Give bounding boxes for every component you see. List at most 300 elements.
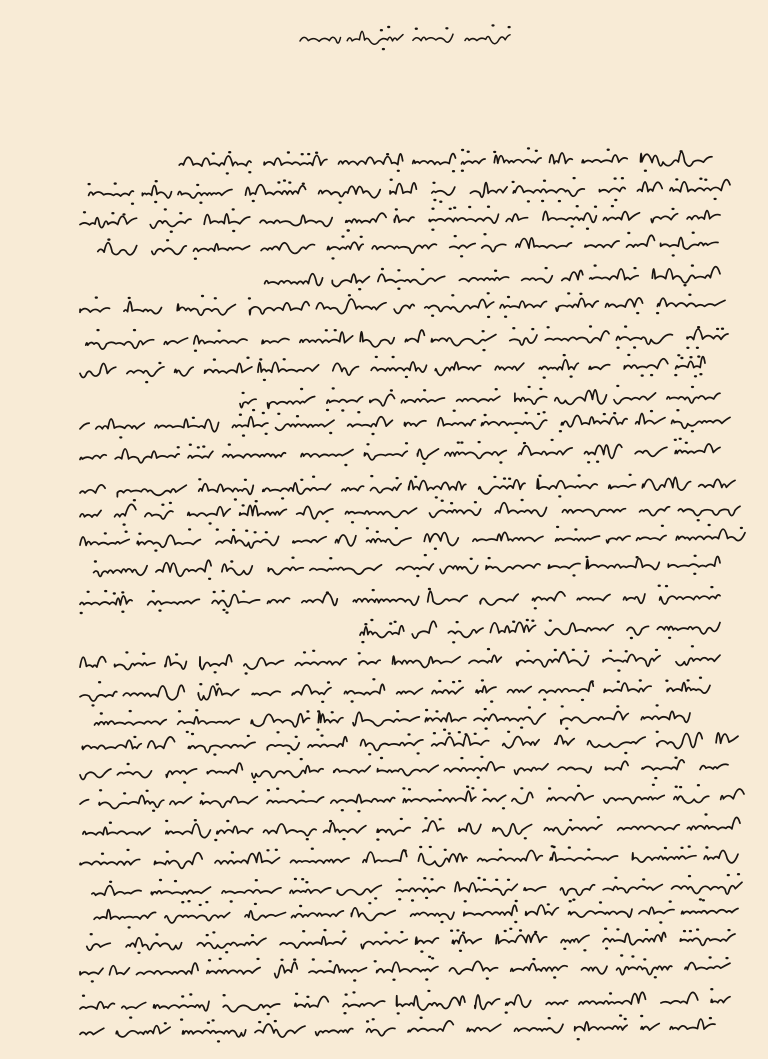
diacritic-dot (694, 375, 697, 377)
diacritic-dot (226, 172, 229, 174)
diacritic-dot (287, 752, 290, 754)
diacritic-dot (208, 959, 211, 961)
diacritic-dot (448, 732, 451, 734)
handwritten-word-strokes (80, 413, 730, 431)
diacritic-dot (226, 820, 229, 822)
diacritic-dot (343, 1012, 346, 1014)
diacritic-dot (434, 548, 437, 550)
diacritic-dot (609, 992, 612, 994)
diacritic-dot (561, 705, 564, 707)
diacritic-dot (440, 921, 443, 923)
diacritic-dot (155, 180, 158, 182)
diacritic-dot (402, 787, 405, 789)
diacritic-dot (326, 409, 329, 411)
diacritic-dot (396, 477, 399, 479)
diacritic-dot (258, 1021, 261, 1023)
diacritic-dot (573, 177, 576, 179)
diacritic-dot (392, 356, 395, 358)
handwritten-word-strokes (80, 850, 738, 868)
diacritic-dot (710, 988, 713, 990)
diacritic-dot (630, 637, 633, 639)
diacritic-dot (616, 705, 619, 707)
diacritic-dot (384, 931, 387, 933)
diacritic-dot (710, 586, 713, 588)
diacritic-dot (232, 529, 235, 531)
diacritic-dot (737, 873, 740, 875)
diacritic-dot (527, 200, 530, 202)
diacritic-dot (121, 611, 124, 613)
body-line-23 (80, 784, 744, 813)
diacritic-dot (624, 752, 627, 754)
diacritic-dot (661, 525, 664, 527)
diacritic-dot (451, 294, 454, 296)
diacritic-dot (691, 430, 694, 432)
diacritic-dot (213, 358, 216, 360)
handwritten-word-strokes (300, 31, 510, 44)
diacritic-dot (691, 386, 694, 388)
diacritic-dot (342, 838, 345, 840)
diacritic-dot (493, 151, 496, 153)
diacritic-dot (246, 357, 249, 359)
diacritic-dot (611, 205, 614, 207)
diacritic-dot (643, 958, 646, 960)
diacritic-dot (372, 678, 375, 680)
diacritic-dot (499, 461, 502, 463)
diacritic-dot (387, 26, 390, 28)
diacritic-dot (291, 557, 294, 559)
diacritic-dot (420, 1017, 423, 1019)
diacritic-dot (123, 792, 126, 794)
diacritic-dot (341, 235, 344, 237)
body-line-6 (80, 292, 725, 318)
diacritic-dot (543, 411, 546, 413)
diacritic-dot (617, 669, 620, 671)
diacritic-dot (665, 585, 668, 587)
diacritic-dot (428, 956, 431, 958)
diacritic-dot (565, 727, 568, 729)
diacritic-dot (302, 930, 305, 932)
diacritic-dot (306, 838, 309, 840)
diacritic-dot (366, 527, 369, 529)
handwritten-word-strokes (80, 653, 720, 669)
diacritic-dot (266, 849, 269, 851)
handwritten-word-strokes (87, 932, 735, 950)
diacritic-dot (82, 995, 85, 997)
diacritic-dot (445, 27, 448, 29)
diacritic-dot (114, 182, 117, 184)
diacritic-dot (439, 818, 442, 820)
body-line-4 (98, 232, 718, 260)
diacritic-dot (374, 960, 377, 962)
diacritic-dot (344, 464, 347, 466)
body-line-25 (80, 845, 738, 868)
diacritic-dot (252, 409, 255, 411)
diacritic-dot (514, 432, 517, 434)
body-line-19 (80, 677, 710, 707)
diacritic-dot (213, 753, 216, 755)
diacritic-dot (567, 292, 570, 294)
diacritic-dot (154, 201, 157, 203)
diacritic-dot (696, 928, 699, 930)
diacritic-dot (477, 776, 480, 778)
diacritic-dot (462, 932, 465, 934)
diacritic-dot (604, 928, 607, 930)
diacritic-dot (559, 430, 562, 432)
diacritic-dot (547, 903, 550, 905)
diacritic-dot (456, 621, 459, 623)
diacritic-dot (239, 414, 242, 416)
diacritic-dot (569, 900, 572, 902)
diacritic-dot (245, 530, 248, 532)
diacritic-dot (294, 878, 297, 880)
diacritic-dot (400, 818, 403, 820)
diacritic-dot (386, 153, 389, 155)
handwritten-word-strokes (80, 298, 725, 315)
diacritic-dot (594, 264, 597, 266)
diacritic-dot (692, 232, 695, 234)
diacritic-dot (439, 201, 442, 203)
diacritic-dot (244, 479, 247, 481)
diacritic-dot (680, 357, 683, 359)
diacritic-dot (568, 846, 571, 848)
diacritic-dot (431, 229, 434, 231)
diacritic-dot (525, 412, 528, 414)
diacritic-dot (585, 556, 588, 558)
diacritic-dot (556, 526, 559, 528)
diacritic-dot (699, 178, 702, 180)
diacritic-dot (672, 254, 675, 256)
diacritic-dot (301, 153, 304, 155)
diacritic-dot (504, 316, 507, 318)
diacritic-dot (652, 784, 655, 786)
diacritic-dot (395, 208, 398, 210)
diacritic-dot (636, 556, 639, 558)
diacritic-dot (551, 439, 554, 441)
diacritic-dot (381, 268, 384, 270)
diacritic-dot (254, 903, 257, 905)
handwritten-word-strokes (95, 711, 691, 727)
diacritic-dot (674, 439, 677, 441)
diacritic-dot (523, 442, 526, 444)
diacritic-dot (449, 208, 452, 210)
diacritic-dot (214, 839, 217, 841)
diacritic-dot (461, 149, 464, 151)
diacritic-dot (514, 921, 517, 923)
title-line (300, 24, 511, 50)
diacritic-dot (464, 733, 467, 735)
diacritic-dot (589, 325, 592, 327)
diacritic-dot (487, 316, 490, 318)
diacritic-dot (515, 900, 518, 902)
body-line-17 (360, 619, 720, 644)
diacritic-dot (109, 822, 112, 824)
handwritten-word-strokes (86, 329, 728, 349)
diacritic-dot (372, 589, 375, 591)
diacritic-dot (499, 848, 502, 850)
diacritic-dot (109, 881, 112, 883)
diacritic-dot (138, 533, 141, 535)
diacritic-dot (242, 504, 245, 506)
diacritic-dot (380, 29, 383, 31)
diacritic-dot (342, 930, 345, 932)
diacritic-dot (397, 288, 400, 290)
diacritic-dot (353, 979, 356, 981)
diacritic-dot (480, 756, 483, 758)
diacritic-dot (464, 900, 467, 902)
diacritic-dot (467, 151, 470, 153)
diacritic-dot (609, 650, 612, 652)
diacritic-dot (587, 461, 590, 463)
diacritic-dot (425, 978, 428, 980)
diacritic-dot (248, 297, 251, 299)
diacritic-dot (675, 178, 678, 180)
diacritic-dot (208, 578, 211, 580)
diacritic-dot (196, 184, 199, 186)
diacritic-dot (539, 388, 542, 390)
diacritic-dot (639, 679, 642, 681)
diacritic-dot (685, 442, 688, 444)
diacritic-dot (534, 607, 537, 609)
diacritic-dot (303, 651, 306, 653)
diacritic-dot (683, 284, 686, 286)
diacritic-dot (341, 809, 344, 811)
diacritic-dot (433, 732, 436, 734)
diacritic-dot (704, 813, 707, 815)
diacritic-dot (128, 297, 131, 299)
diacritic-dot (495, 879, 498, 881)
diacritic-dot (329, 960, 332, 962)
body-line-11 (80, 438, 720, 467)
diacritic-dot (665, 680, 668, 682)
diacritic-dot (312, 476, 315, 478)
diacritic-dot (228, 443, 231, 445)
diacritic-dot (520, 726, 523, 728)
diacritic-dot (228, 151, 231, 153)
diacritic-dot (578, 474, 581, 476)
diacritic-dot (486, 977, 489, 979)
diacritic-dot (642, 878, 645, 880)
diacritic-dot (656, 704, 659, 706)
diacritic-dot (431, 315, 434, 317)
diacritic-dot (616, 928, 619, 930)
diacritic-dot (408, 788, 411, 790)
body-line-15 (94, 554, 720, 580)
diacritic-dot (686, 347, 689, 349)
diacritic-dot (312, 958, 315, 960)
diacritic-dot (503, 477, 506, 479)
diacritic-dot (189, 444, 192, 446)
diacritic-dot (674, 374, 677, 376)
diacritic-dot (288, 181, 291, 183)
diacritic-dot (174, 880, 177, 882)
diacritic-dot (145, 381, 148, 383)
diacritic-dot (119, 436, 122, 438)
diacritic-dot (474, 501, 477, 503)
body-line-29 (80, 954, 730, 982)
handwritten-word-strokes (94, 905, 738, 923)
diacritic-dot (341, 409, 344, 411)
diacritic-dot (300, 388, 303, 390)
diacritic-dot (295, 736, 298, 738)
diacritic-dot (563, 948, 566, 950)
diacritic-dot (320, 734, 323, 736)
diacritic-dot (87, 591, 90, 593)
diacritic-dot (407, 733, 410, 735)
diacritic-dot (487, 648, 490, 650)
diacritic-dot (364, 623, 367, 625)
diacritic-dot (263, 379, 266, 381)
diacritic-dot (419, 846, 422, 848)
diacritic-dot (194, 258, 197, 260)
diacritic-dot (680, 847, 683, 849)
diacritic-dot (232, 230, 235, 232)
diacritic-dot (242, 434, 245, 436)
diacritic-dot (83, 211, 86, 213)
diacritic-dot (300, 479, 303, 481)
diacritic-dot (326, 591, 329, 593)
diacritic-dot (315, 152, 318, 154)
diacritic-dot (569, 819, 572, 821)
diacritic-dot (505, 1011, 508, 1013)
diacritic-dot (650, 410, 653, 412)
diacritic-dot (727, 929, 730, 931)
handwritten-word-strokes (80, 760, 728, 780)
diacritic-dot (194, 350, 197, 352)
diacritic-dot (197, 446, 200, 448)
diacritic-dot (352, 991, 355, 993)
diacritic-dot (368, 902, 371, 904)
diacritic-dot (404, 850, 407, 852)
diacritic-dot (152, 810, 155, 812)
diacritic-dot (694, 555, 697, 557)
diacritic-dot (554, 649, 557, 651)
diacritic-dot (334, 329, 337, 331)
diacritic-dot (431, 957, 434, 959)
diacritic-dot (107, 238, 110, 240)
diacritic-dot (276, 731, 279, 733)
diacritic-dot (199, 202, 202, 204)
diacritic-dot (614, 199, 617, 201)
diacritic-dot (631, 955, 634, 957)
diacritic-dot (676, 409, 679, 411)
diacritic-dot (255, 500, 258, 502)
diacritic-dot (543, 376, 546, 378)
diacritic-dot (214, 297, 217, 299)
diacritic-dot (339, 201, 342, 203)
diacritic-dot (541, 200, 544, 202)
diacritic-dot (164, 208, 167, 210)
diacritic-dot (531, 328, 534, 330)
diacritic-dot (504, 930, 507, 932)
diacritic-dot (474, 733, 477, 735)
diacritic-dot (458, 680, 461, 682)
diacritic-dot (111, 212, 114, 214)
diacritic-dot (213, 591, 216, 593)
diacritic-dot (625, 650, 628, 652)
body-line-26 (92, 873, 742, 903)
diacritic-dot (312, 650, 315, 652)
diacritic-dot (424, 554, 427, 556)
diacritic-dot (189, 993, 192, 995)
diacritic-dot (255, 879, 258, 881)
diacritic-dot (104, 590, 107, 592)
diacritic-dot (389, 622, 392, 624)
diacritic-dot (697, 519, 700, 521)
diacritic-dot (683, 930, 686, 932)
diacritic-dot (96, 329, 99, 331)
diacritic-dot (460, 255, 463, 257)
diacritic-dot (382, 48, 385, 50)
diacritic-dot (397, 269, 400, 271)
diacritic-dot (232, 208, 235, 210)
diacritic-dot (483, 233, 486, 235)
diacritic-dot (714, 198, 717, 200)
diacritic-dot (551, 845, 554, 847)
diacritic-dot (429, 846, 432, 848)
body-line-10 (80, 409, 730, 439)
diacritic-dot (395, 527, 398, 529)
diacritic-dot (231, 851, 234, 853)
diacritic-dot (316, 728, 319, 730)
diacritic-dot (430, 878, 433, 880)
diacritic-dot (668, 637, 671, 639)
diacritic-dot (586, 228, 589, 230)
diacritic-dot (658, 585, 661, 587)
handwritten-word-strokes (265, 267, 720, 287)
diacritic-dot (543, 180, 546, 182)
diacritic-dot (740, 527, 743, 529)
diacritic-dot (709, 1017, 712, 1019)
diacritic-dot (179, 212, 182, 214)
diacritic-dot (633, 267, 636, 269)
body-line-3 (80, 205, 720, 233)
diacritic-dot (128, 926, 131, 928)
body-line-28 (87, 928, 735, 955)
body-line-9 (240, 385, 720, 412)
diacritic-dot (572, 899, 575, 901)
diacritic-dot (212, 931, 215, 933)
diacritic-dot (265, 531, 268, 533)
diacritic-dot (693, 573, 696, 575)
diacritic-dot (217, 1040, 220, 1042)
diacritic-dot (617, 347, 620, 349)
diacritic-dot (687, 679, 690, 681)
diacritic-dot (420, 950, 423, 952)
diacritic-dot (95, 296, 98, 298)
diacritic-dot (708, 524, 711, 526)
diacritic-dot (689, 930, 692, 932)
diacritic-dot (624, 325, 627, 327)
diacritic-dot (435, 496, 438, 498)
diacritic-dot (490, 700, 493, 702)
body-line-5 (265, 264, 720, 290)
diacritic-dot (641, 374, 644, 376)
diacritic-dot (332, 387, 335, 389)
diacritic-dot (192, 417, 195, 419)
diacritic-dot (433, 199, 436, 201)
diacritic-dot (494, 270, 497, 272)
body-line-13 (80, 499, 740, 526)
diacritic-dot (131, 203, 134, 205)
diacritic-dot (422, 463, 425, 465)
diacritic-dot (548, 1017, 551, 1019)
diacritic-dot (90, 933, 93, 935)
diacritic-dot (468, 206, 471, 208)
body-line-1 (179, 147, 712, 174)
diacritic-dot (528, 706, 531, 708)
body-line-18 (80, 645, 720, 675)
diacritic-dot (558, 495, 561, 497)
